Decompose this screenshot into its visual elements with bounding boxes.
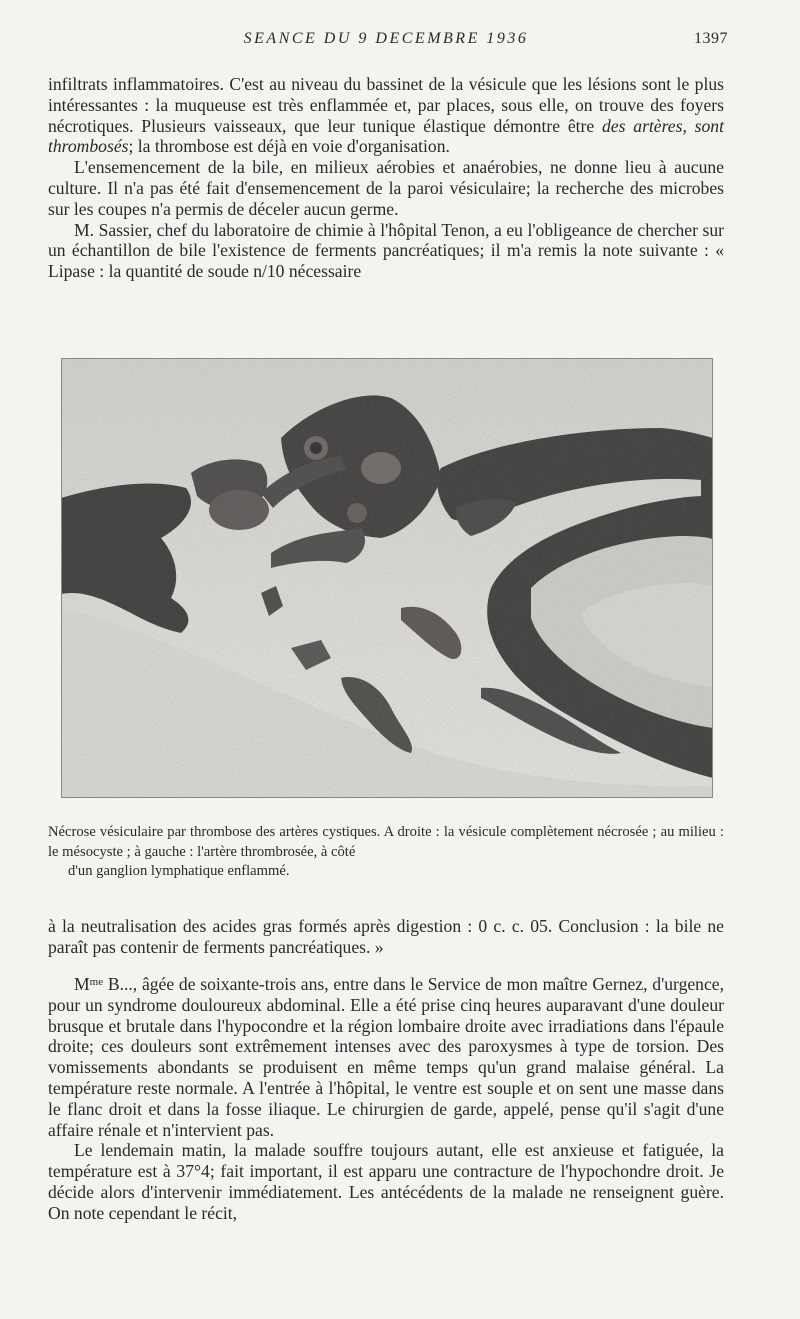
paragraph: Le lendemain matin, la malade souffre toujours autant, elle est anxieuse et fatiguée, la température est à 37°4; fait important, il est apparu une contracture de l'hypochondre droit. Je décide alors d'intervenir immédiatement. Les antécédents de la malade ne renseignent guère. On note cependant le récit, — [48, 1140, 724, 1223]
caption-line: d'un ganglion lymphatique enflammé. — [68, 863, 290, 879]
title-abbreviation: M — [74, 974, 90, 994]
text-block-middle — [48, 916, 724, 958]
page-number: 1397 — [694, 30, 728, 47]
running-title: SEANCE DU 9 DECEMBRE 1936 — [243, 30, 529, 47]
title-superscript: me — [89, 976, 104, 988]
paragraph — [48, 974, 724, 1140]
paragraph-text: ; la thrombose est déjà en voie d'organisation. — [128, 136, 450, 157]
running-header — [48, 30, 728, 52]
text-block-top — [48, 74, 724, 282]
micrograph-image — [61, 358, 713, 798]
paragraph: M. Sassier, chef du laboratoire de chimie à l'hôpital Tenon, a eu l'obligeance de chercher sur un échantillon de bile l'existence de ferments pancréatiques; il m'a remis la note suivante : « Lipase : la quantité de soude n/10 nécessaire — [48, 219, 724, 282]
paragraph-text: infiltrats inflammatoires. C'est au niveau du bassinet de la vésicule que les lésions sont le plus intéressantes : la muqueuse est très enflammée et, par places, sous elle, on trouve des foyers nécrotiques. Plusieurs vaisseaux, que leur tunique élastique démontre être — [48, 74, 724, 136]
caption-line: Nécrose vésiculaire par thrombose des artères cystiques. A droite : la vésicule complètement nécrosée ; au milieu : le mésocyste ; à gauche : l'artère thrombrosée, à côté — [48, 824, 724, 860]
text-block-bottom — [48, 974, 724, 1224]
figure-caption — [48, 823, 724, 882]
paragraph: L'ensemencement de la bile, en milieux aérobies et anaérobies, ne donne lieu à aucune culture. Il n'a pas été fait d'ensemencement de la paroi vésiculaire; la recherche des microbes sur les coupes n'a permis de déceler aucun germe. — [48, 157, 724, 219]
histology-micrograph — [61, 358, 713, 798]
paragraph — [48, 74, 724, 157]
italic-emphasis: des artères, sont thrombosés — [48, 115, 724, 157]
paragraph: à la neutralisation des acides gras formés après digestion : 0 c. c. 05. Conclusion : la bile ne paraît pas contenir de ferments pancréatiques. » — [48, 916, 724, 957]
paragraph-text: B..., âgée de soixante-trois ans, entre dans le Service de mon maître Gernez, d'urgence, pour un syndrome douloureux abdominal. Elle a été prise cinq heures auparavant d'une douleur brusque et brutale dans l'hypocondre et la région lombaire droite avec irradiations dans l'épaule droite; ces douleurs sont extrêmement intenses avec des paroxysmes à type de torsion. Des vomissements abondants se produisent en même temps qu'un grand malaise général. La température reste normale. A l'entrée à l'hôpital, le ventre est souple et on sent une masse dans le flanc droit et dans la fosse iliaque. Le chirurgien de garde, appelé, pense qu'il s'agit d'une affaire rénale et n'intervient pas. — [48, 974, 724, 1140]
